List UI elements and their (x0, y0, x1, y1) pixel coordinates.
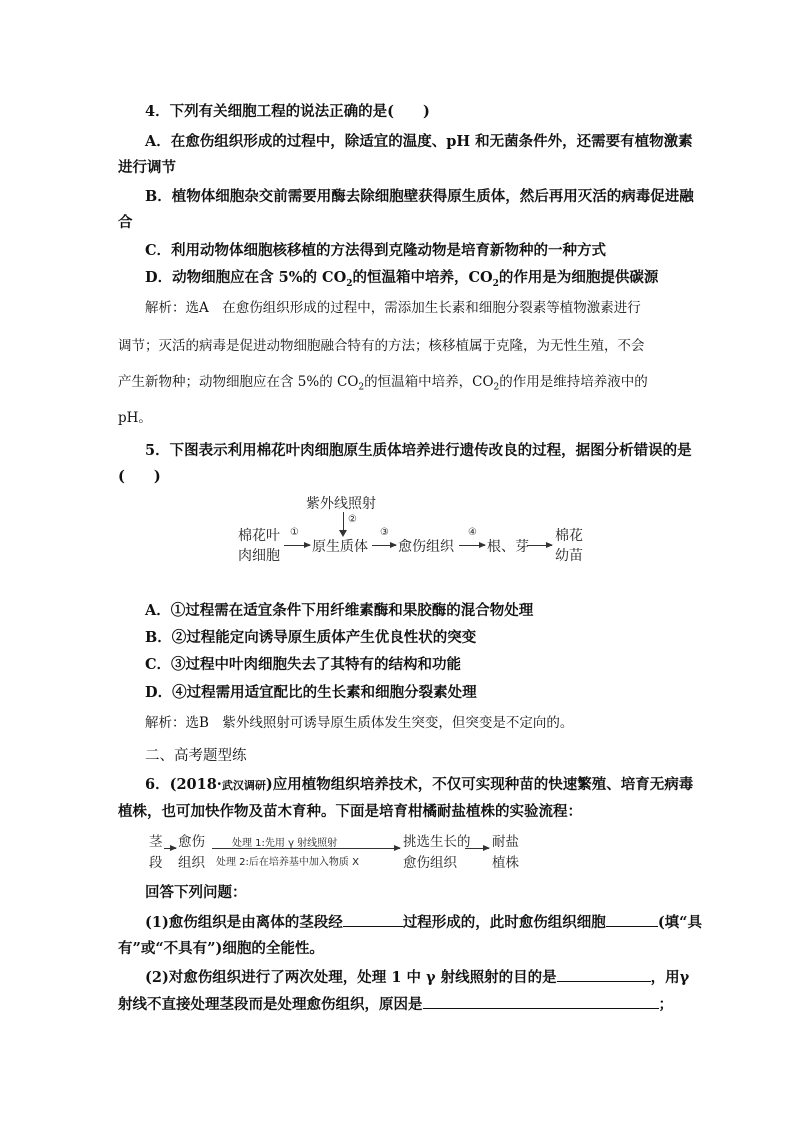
root-bud-label: 根、芽 (487, 539, 529, 555)
flow-arrow-1 (164, 848, 176, 849)
step-4-label: ④ (468, 527, 477, 538)
q6-stem (145, 775, 693, 796)
flow-arrow-2 (212, 848, 400, 849)
q6-p1-pre: (1)愈伤组织是由离体的茎段经 (145, 914, 343, 931)
step-3-label: ③ (380, 527, 389, 538)
q6-part-1 (145, 912, 702, 933)
flow-arrow-3 (465, 848, 489, 849)
subscript: 2 (346, 278, 353, 289)
q6-p2b-post: ； (658, 996, 673, 1013)
q5-stem: 5．下图表示利用棉花叶肉细胞原生质体培养进行遗传改良的过程，据图分析错误的是 (145, 442, 692, 459)
q4-d-mid: 的恒温箱中培养，CO (352, 269, 493, 286)
seedling-label-1: 棉花 (555, 528, 583, 544)
arrow-4 (459, 545, 485, 546)
q4-option-c: C．利用动物体细胞核移植的方法得到克隆动物是培育新物种的一种方式 (145, 242, 607, 259)
q5-option-b: B．②过程能定向诱导原生质体产生优良性状的突变 (145, 629, 477, 646)
process-2-label: 处理 2:后在培养基中加入物质 X (216, 857, 359, 868)
q4-option-d (145, 268, 658, 294)
q6-source: 武汉调研 (221, 779, 266, 792)
q6-part-1-cont: 有”或“不具有”)细胞的全能性。 (118, 940, 324, 957)
q6-p2-pre: (2)对愈伤组织进行了两次处理，处理 1 中 γ 射线照射的目的是 (145, 969, 557, 986)
q6-p2b-pre: 射线不直接处理茎段而是处理愈伤组织，原因是 (118, 996, 423, 1013)
answer-intro: 回答下列问题： (145, 884, 247, 901)
uv-label: 紫外线照射 (306, 496, 376, 512)
q4-stem: 4．下列有关细胞工程的说法正确的是( ) (145, 103, 430, 120)
callus-label-1: 愈伤 (178, 834, 205, 850)
q6-p2-post: ，用γ (650, 969, 690, 986)
q5-explanation: 解析：选B 紫外线照射可诱导原生质体发生突变，但突变是不定向的。 (145, 715, 574, 731)
subscript: 2 (493, 382, 500, 393)
subscript: 2 (358, 382, 365, 393)
q4-e3-post: 的作用是维持培养液中的 (499, 374, 648, 390)
cotton-cell-label-2: 肉细胞 (238, 548, 280, 564)
arrow-5 (527, 545, 552, 546)
callus-label-2: 组织 (178, 855, 205, 871)
section-heading: 二、高考题型练 (145, 748, 247, 764)
callus-label: 愈伤组织 (398, 539, 454, 555)
q6-stem-cont: 植株，也可加快作物及苗木育种。下面是培育柑橘耐盐植株的实验流程： (118, 803, 582, 820)
stem-label-1: 茎 (149, 834, 163, 850)
q4-option-a: A．在愈伤组织形成的过程中，除适宜的温度、pH 和无菌条件外，还需要有植物激素 (145, 133, 693, 150)
q4-explanation-1: 解析：选A 在愈伤组织形成的过程中，需添加生长素和细胞分裂素等植物激素进行 (145, 300, 641, 316)
salt-label-2: 植株 (492, 855, 519, 871)
q5-stem-cont: ( ) (118, 468, 161, 485)
seedling-label-2: 幼苗 (555, 548, 583, 564)
q6-p1-mid: 过程形成的，此时愈伤组织细胞 (402, 914, 606, 931)
q4-explanation-3 (118, 372, 648, 398)
arrow-3 (372, 545, 396, 546)
stem-label-2: 段 (149, 855, 163, 871)
q4-option-a-cont: 进行调节 (118, 159, 176, 176)
answer-blank-3[interactable] (557, 967, 651, 982)
q6-stem-post: )应用植物组织培养技术，不仅可实现种苗的快速繁殖、培育无病毒 (265, 776, 694, 793)
q5-option-d: D．④过程需用适宜配比的生长素和细胞分裂素处理 (145, 684, 477, 701)
q4-d-post: 的作用是为细胞提供碳源 (498, 269, 659, 286)
cotton-cell-label-1: 棉花叶 (238, 528, 280, 544)
select-label-1: 挑选生长的 (403, 834, 471, 850)
answer-blank-1[interactable] (343, 912, 403, 927)
salt-label-1: 耐盐 (492, 834, 519, 850)
subscript: 2 (492, 278, 499, 289)
q6-stem-pre: 6．(2018· (145, 776, 222, 793)
arrow-1 (284, 545, 310, 546)
q4-option-b-cont: 合 (118, 214, 133, 231)
q4-option-b: B．植物体细胞杂交前需要用酶去除细胞壁获得原生质体，然后再用灭活的病毒促进融 (145, 188, 694, 205)
step-2-label: ② (348, 514, 357, 525)
q4-e3-mid: 的恒温箱中培养，CO (364, 374, 494, 390)
q4-explanation-4: pH。 (118, 410, 152, 426)
q5-option-a: A．①过程需在适宜条件下用纤维素酶和果胶酶的混合物处理 (145, 602, 534, 619)
protoplast-label: 原生质体 (312, 539, 368, 555)
select-label-2: 愈伤组织 (403, 855, 457, 871)
q4-d-pre: D．动物细胞应在含 5%的 CO (145, 269, 347, 286)
step-1-label: ① (290, 527, 299, 538)
process-1-label: 处理 1:先用 γ 射线照射 (232, 838, 338, 849)
uv-arrow-line (343, 512, 344, 532)
q6-p1-post: (填“具 (657, 914, 703, 931)
answer-blank-4[interactable] (423, 994, 659, 1009)
q6-part-2-cont (118, 994, 673, 1015)
answer-blank-2[interactable] (606, 912, 658, 927)
q5-option-c: C．③过程中叶肉细胞失去了其特有的结构和功能 (145, 656, 462, 673)
q6-part-2 (145, 967, 689, 988)
q4-e3-pre: 产生新物种；动物细胞应在含 5%的 CO (118, 374, 359, 390)
q4-explanation-2: 调节；灭活的病毒是促进动物细胞融合特有的方法；核移植属于克隆，为无性生殖，不会 (118, 338, 645, 354)
